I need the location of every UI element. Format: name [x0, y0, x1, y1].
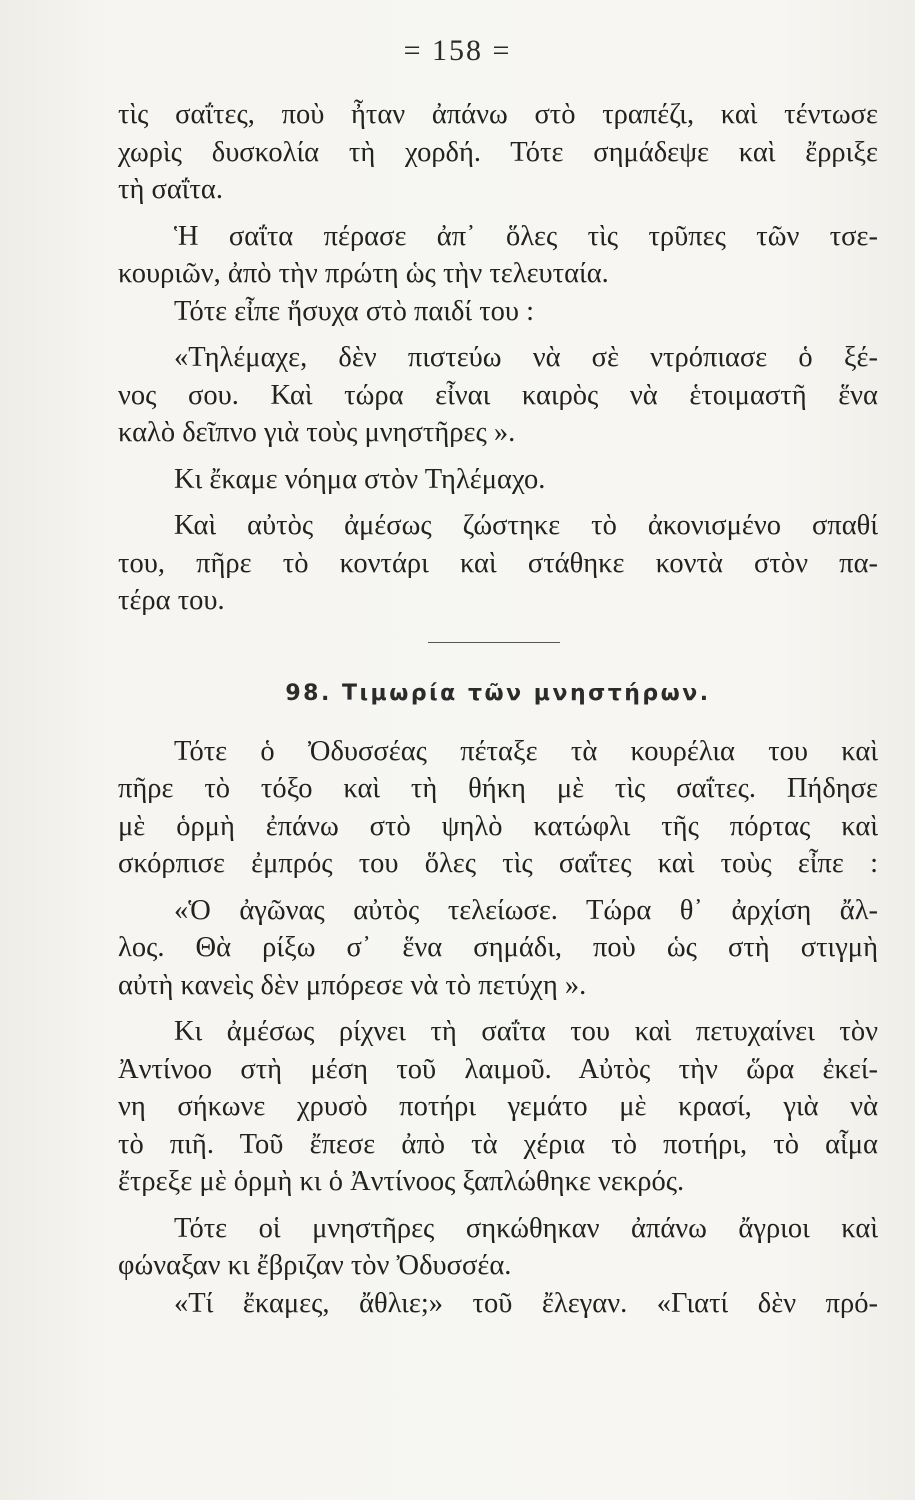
text-line: τὶς σαΐτες, ποὺ ἦταν ἀπάνω στὸ τραπέζι, καὶ τέντωσε	[118, 99, 878, 130]
text-line: χωρὶς δυσκολία τὴ χορδή. Τότε σημάδεψε καὶ ἔρριξε	[118, 136, 878, 168]
text-line: φώναξαν κι ἔβριζαν τὸν Ὀδυσσέα.	[118, 1250, 512, 1281]
text-line: Ἀντίνοο στὴ μέση τοῦ λαιμοῦ. Αὐτὸς τὴν ὥρα ἐκεί-	[118, 1053, 878, 1085]
page-number: = 158 =	[403, 34, 512, 67]
text-line: τέρα του.	[118, 585, 225, 616]
text-line: πῆρε τὸ τόξο καὶ τὴ θήκη μὲ τὶς σαΐτες. Πήδησε	[118, 773, 878, 804]
text-line: Τότε οἱ μνηστῆρες σηκώθηκαν ἀπάνω ἄγριοι καὶ	[174, 1212, 878, 1244]
text-line: κουριῶν, ἀπὸ τὴν πρώτη ὡς τὴν τελευταία.	[118, 258, 609, 289]
text-line: τὴ σαΐτα.	[118, 174, 223, 205]
text-line: νος σου. Καὶ τώρα εἶναι καιρὸς νὰ ἑτοιμαστῆ ἕνα	[118, 379, 878, 411]
text-line: «Τηλέμαχε, δὲν πιστεύω νὰ σὲ ντρόπιασε ὁ ξέ-	[174, 342, 878, 373]
page-body	[118, 96, 878, 1322]
text-line: σκόρπισε ἐμπρός του ὅλες τὶς σαΐτες καὶ τοὺς εἶπε :	[118, 848, 878, 879]
text-line: νη σήκωνε χρυσὸ ποτήρι γεμάτο μὲ κρασί, γιὰ νὰ	[118, 1091, 878, 1122]
text-line: μὲ ὁρμὴ ἐπάνω στὸ ψηλὸ κατώφλι τῆς πόρτας καὶ	[118, 810, 878, 842]
text-line: τὸ πιῆ. Τοῦ ἔπεσε ἀπὸ τὰ χέρια τὸ ποτήρι, τὸ αἷμα	[118, 1128, 878, 1160]
text-line: Τότε εἶπε ἥσυχα στὸ παιδί του :	[174, 295, 535, 327]
section-divider	[118, 620, 878, 664]
section-heading: 98. Τιμωρία τῶν μνηστήρων.	[285, 680, 711, 706]
text-line: Κι ἀμέσως ρίχνει τὴ σαΐτα του καὶ πετυχαίνει τὸν	[174, 1016, 878, 1047]
text-line: του, πῆρε τὸ κοντάρι καὶ στάθηκε κοντὰ στὸν πα-	[118, 547, 878, 579]
text-line: καλὸ δεῖπνο γιὰ τοὺς μνηστῆρες ».	[118, 417, 516, 448]
text-line: «Τί ἔκαμες, ἄθλιε;» τοῦ ἔλεγαν. «Γιατί δὲν πρό-	[174, 1287, 878, 1319]
text-line: αὐτὴ κανεὶς δὲν μπόρεσε νὰ τὸ πετύχη ».	[118, 969, 587, 1001]
text-line: «Ὁ ἀγῶνας αὐτὸς τελείωσε. Τώρα θ᾽ ἀρχίση ἄλ-	[174, 894, 878, 926]
divider-line	[428, 642, 560, 644]
text-line: Τότε ὁ Ὀδυσσέας πέταξε τὰ κουρέλια του καὶ	[174, 735, 878, 767]
text-line: Καὶ αὐτὸς ἀμέσως ζώστηκε τὸ ἀκονισμένο σπαθί	[174, 510, 878, 541]
text-line: Κι ἔκαμε νόημα στὸν Τηλέμαχο.	[174, 463, 546, 495]
text-line: Ἡ σαΐτα πέρασε ἀπ᾽ ὅλες τὶς τρῦπες τῶν τσε-	[174, 220, 878, 252]
text-line: λος. Θὰ ρίξω σ᾽ ἕνα σημάδι, ποὺ ὡς στὴ στιγμὴ	[118, 932, 878, 963]
text-line: ἔτρεξε μὲ ὁρμὴ κι ὁ Ἀντίνοος ξαπλώθηκε νεκρός.	[118, 1166, 685, 1197]
